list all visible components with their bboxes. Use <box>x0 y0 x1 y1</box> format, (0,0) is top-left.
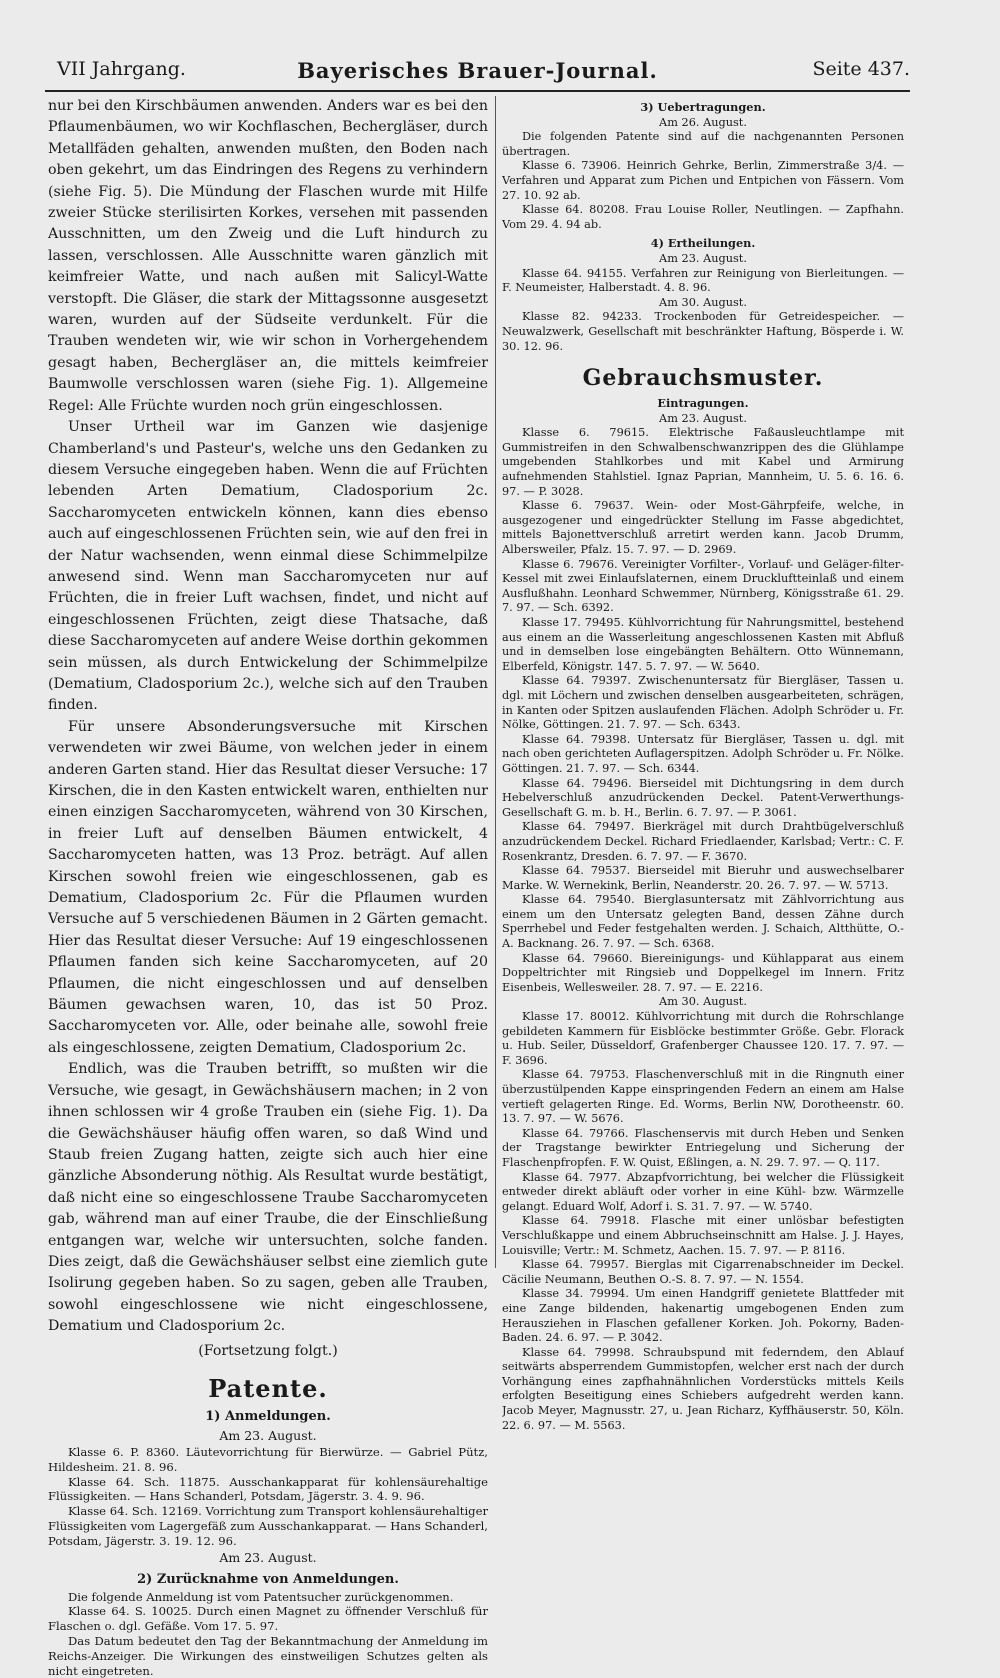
journal-title: Bayerisches Brauer-Journal. <box>297 58 658 83</box>
left-column <box>48 96 488 1678</box>
utility-entry: Klasse 64. 79957. Bierglas mit Cigarrenabschneider im Deckel. Cäcilie Neumann, Beuthen O.-S. 8. 7. 97. — N. 1554. <box>502 1258 904 1286</box>
page-header <box>45 58 910 88</box>
utility-entry: Klasse 64. 79540. Bierglasuntersatz mit Zählvorrichtung aus einem um den Untersatz gelegten Band, dessen Zähne durch Sperrhebel und Feder festgehalten werden. J. Schaich, Altthütte, O.-A. Backnang. 26. 7. 97. — Sch. 6368. <box>502 893 904 951</box>
patent-entry: Die folgende Anmeldung ist vom Patentsucher zurückgenommen. <box>68 1589 454 1604</box>
entry-list <box>48 1445 488 1549</box>
article-paragraph: nur bei den Kirschbäumen anwenden. Anders war es bei den Pflaumenbäumen, wo wir Kochflaschen, Bechergläser, durch Metallfäden gehalten, anwenden mußten, den Boden nach oben gekehrt, um das Eindringen des Regens zu verhindern (siehe Fig. 5). Die Mündung der Flaschen wurde mit Hilfe zweier Stücke sterilisirten Korkes, versehen mit passenden Ausschnitten, um den Zweig und die Luft hindurch zu lassen, verschlossen. Alle Ausschnitte waren gänzlich mit keimfreier Watte, und nach außen mit Salicyl-Watte verstopft. Die Gläser, die stark der Mittagssonne ausgesetzt waren, wurden auf der Südseite verdunkelt. Für die Trauben wendeten wir, wie wir schon in Vorhergehendem gesagt haben, Bechergläser an, die mittels keimfreier Baumwolle verschlossen waren (siehe Fig. 1). Allgemeine Regel: Alle Früchte wurden noch grün eingeschlossen. <box>48 98 488 414</box>
section-title: 4) Ertheilungen. <box>650 236 756 251</box>
patent-entry: Klasse 64. Sch. 12169. Vorrichtung zum Transport kohlensäurehaltiger Flüssigkeiten vom Lagergefäß zum Ausschankapparat. — Hans Schanderl, Potsdam, Jägerstr. 3. 19. 12. 96. <box>48 1504 488 1548</box>
section-date: Am 23. August. <box>219 1549 317 1565</box>
patents-heading: Patente. <box>208 1373 328 1403</box>
continuation-note: (Fortsetzung folgt.) <box>198 1342 338 1359</box>
section-title: 1) Anmeldungen. <box>205 1408 331 1424</box>
utility-entry: Klasse 17. 79495. Kühlvorrichtung für Nahrungsmittel, bestehend aus einem an die Wasserleitung angeschlossenen Kasten mit Abfluß und in demselben lose eingebängten Behältern. Otto Wünnemann, Elberfeld, Königstr. 147. 5. 7. 97. — W. 5640. <box>502 616 904 673</box>
section-date: Am 30. August. <box>659 295 747 309</box>
utility-entry: Klasse 64. 79766. Flaschenservis mit durch Heben und Senken der Tragstange bewirkter Entriegelung und Sicherung der Flaschenpfropfen. F. W. Quist, Eßlingen, a. N. 29. 7. 97. — Q. 117. <box>502 1126 904 1169</box>
article-paragraph: Für unsere Absonderungsversuche mit Kirschen verwendeten wir zwei Bäume, von welchen jeder in einem anderen Garten stand. Hier das Resultat dieser Versuche: 17 Kirschen, die in den Kasten entwickelt waren, enthielten nur einen einzigen Saccharomyceten, während von 30 Kirschen, in freier Luft auf denselben Bäumen entwickelt, 4 Saccharomyceten hatten, was 13 Proz. beträgt. Auf allen Kirschen sowohl freien wie eingeschlossenen, gab es Dematium, Cladosporium 2c. Für die Pflaumen wurden Versuche auf 5 verschiedenen Bäumen in 2 Gärten gemacht. Hier das Resultat dieser Versuche: Auf 19 eingeschlossenen Pflaumen fanden sich keine Saccharomyceten, auf 20 Pflaumen, die nicht eingeschlossen und auf denselben Bäumen gewachsen waren, 10, das ist 50 Proz. Saccharomyceten vor. Alle, oder beinahe alle, sowohl freie als eingeschlossene, zeigten Dematium, Cladosporium 2c. <box>48 718 488 1056</box>
utility-entry: Klasse 64. 7977. Abzapfvorrichtung, bei welcher die Flüssigkeit entweder direkt abläuft oder vorher in eine Kühl- bzw. Wärmzelle gelangt. Eduard Wolf, Adorf i. S. 31. 7. 97. — W. 5740. <box>502 1170 904 1213</box>
utility-entry: Klasse 64. 79998. Schraubspund mit federndem, den Ablauf seitwärts absperrendem Gummistopfen, welcher erst nach der durch Vorhängung eines zapfhahnähnlichen Vorderstücks mittels Keils erfolgten Beseitigung eines Schiebers aufgedreht werden kann. Jacob Meyer, Magnusstr. 27, u. Jean Richarz, Kyffhäuserstr. 50, Köln. 22. 6. 97. — M. 5563. <box>502 1345 904 1432</box>
right-column <box>502 96 904 1433</box>
entry-list <box>48 1590 488 1678</box>
section-date: Am 23. August. <box>219 1427 317 1443</box>
section-date: Am 30. August. <box>659 995 747 1009</box>
volume-label: VII Jahrgang. <box>57 58 186 80</box>
patent-entry: Klasse 64. Sch. 11875. Ausschankapparat für kohlensäurehaltige Flüssigkeiten. — Hans Schanderl, Potsdam, Jägerstr. 3. 4. 9. 96. <box>48 1474 488 1504</box>
utility-entry: Klasse 6. 79637. Wein- oder Most-Gährpfeife, welche, in ausgezogener und eingedrückter Stellung im Fasse abgedichtet, mittels Bajonettverschluß arretirt werden kann. Jacob Drumm, Albersweiler, Pfalz. 15. 7. 97. — D. 2969. <box>502 499 904 557</box>
utility-entry: Klasse 64. 79397. Zwischenuntersatz für Biergläser, Tassen u. dgl. mit Löchern und zwischen denselben ausgearbeiteten, schrägen, in Kanten oder Spitzen auslaufenden Flächen. Adolph Schröder u. Fr. Nölke, Göttingen. 21. 7. 97. — Sch. 6343. <box>502 674 904 732</box>
utility-entry: Klasse 17. 80012. Kühlvorrichtung mit durch die Rohrschlange gebildeten Kammern für Eisblöcke bestimmter Größe. Gebr. Florack u. Hub. Seiler, Düsseldorf, Grafenberger Chaussee 120. 17. 7. 97. — F. 3696. <box>502 1010 904 1067</box>
patent-entry: Das Datum bedeutet den Tag der Bekanntmachung der Anmeldung im Reichs-Anzeiger. Die Wirkungen des einstweiligen Schutzes gelten als nicht eingetreten. <box>48 1633 488 1678</box>
section-date: Am 23. August. <box>659 251 747 265</box>
article-paragraph: Endlich, was die Trauben betrifft, so mußten wir die Versuche, wie gesagt, in Gewächshäusern machen; in 2 von ihnen schlossen wir 4 große Trauben ein (siehe Fig. 1). Da die Gewächshäuser häufig offen waren, so daß Wind und Staub freien Zugang hatten, zeigte sich auch hier eine gänzliche Absonderung nöthig. Als Resultat wurde bestätigt, daß nicht eine so eingeschlossene Traube Saccharomyceten gab, während man auf einer Traube, die der Einschließung entgangen war, welche wir untersuchten, solche fanden. Dies zeigt, daß die Gewächshäuser selbst eine ziemlich gute Isolirung gegeben haben. So zu sagen, geben alle Trauben, sowohl eingeschlossene wie nicht eingeschlossene, Dematium und Cladosporium 2c. <box>48 1061 488 1335</box>
utility-entry: Klasse 6. 79676. Vereinigter Vorfilter-, Vorlauf- und Geläger-filter-Kessel mit zwei Einlaufslaternen, einem Druckluftteinlaß und einem Ausflußhahn. Leonhard Schwemmer, Nürnberg, Königsstraße 61. 29. 7. 97. — Sch. 6392. <box>502 557 904 615</box>
utility-entry: Klasse 64. 79497. Bierkrägel mit durch Drahtbügelverschluß anzudrückendem Deckel. Richard Friedlaender, Karlsbad; Vertr.: C. F. Rosenkrantz, Dresden. 6. 7. 97. — F. 3670. <box>502 820 904 863</box>
patent-entry: Klasse 6. P. 8360. Läutevorrichtung für Bierwürze. — Gabriel Pütz, Hildesheim. 21. 8. 96. <box>48 1444 488 1474</box>
gebrauchsmuster-heading: Gebrauchsmuster. <box>582 365 824 392</box>
utility-entry: Klasse 64. 79496. Bierseidel mit Dichtungsring in dem durch Hebelverschluß anzudrückenden Deckel. Patent-Verwerthungs-Gesellschaft G. m. b. H., Berlin. 6. 7. 97. — P. 3061. <box>502 776 904 819</box>
section-title: 3) Uebertragungen. <box>640 100 766 114</box>
patent-entry: Die folgenden Patente sind auf die nachgenannten Personen übertragen. <box>502 130 904 158</box>
utility-entry: Klasse 64. 79918. Flasche mit einer unlösbar befestigten Verschlußkappe und einem Abbruchseinschnitt am Halse. J. J. Hayes, Louisville; Vertr.: M. Schmetz, Aachen. 15. 7. 97. — P. 8116. <box>502 1214 904 1257</box>
utility-entry: Klasse 64. 79537. Bierseidel mit Bieruhr und auswechselbarer Marke. W. Wernekink, Berlin, Neanderstr. 20. 26. 7. 97. — W. 5713. <box>502 864 904 892</box>
patent-entry: Klasse 6. 73906. Heinrich Gehrke, Berlin, Zimmerstraße 3/4. — Verfahren und Apparat zum Pichen und Entpichen von Fässern. Vom 27. 10. 92 ab. <box>502 159 904 202</box>
utility-entry: Klasse 6. 79615. Elektrische Faßausleuchtlampe mit Gummistreifen in den Schwalbenschwanzrippen des die Glühlampe umgebenden Stahlkorbes und mit Kabel und Armirung aufnehmenden Stahlstiel. Ignaz Paprian, Mannheim, U. 5. 6. 16. 6. 97. — P. 3028. <box>502 426 904 498</box>
patent-entry: Klasse 64. 94155. Verfahren zur Reinigung von Bierleitungen. — F. Neumeister, Halberstadt. 4. 8. 96. <box>502 266 904 295</box>
header-rule <box>45 90 910 92</box>
article-paragraph: Unser Urtheil war im Ganzen wie dasjenige Chamberland's und Pasteur's, welche uns den Gedanken zu diesem Versuche eingegeben haben. Wenn die auf Früchten lebenden Arten Dematium, Cladosporium 2c. Saccharomyceten entwickeln können, kann dies ebenso auch auf eingeschlossenen Früchten sein, wie auf den frei in der Natur wachsenden, wenn einmal diese Schimmelpilze anwesend sind. Wenn man Saccharomyceten nur auf Früchten, die in freier Luft wachsen, findet, und nicht auf eingeschlossenen Früchten, zeigt diese Thatsache, daß diese Saccharomyceten auf andere Weise dorthin gekommen sein müssen, als durch Entwickelung der Schimmelpilze (Dematium, Cladosporium 2c.), welche sich auf den Trauben finden. <box>48 419 488 714</box>
patent-entry: Klasse 64. 80208. Frau Louise Roller, Neutlingen. — Zapfhahn. Vom 29. 4. 94 ab. <box>502 203 904 231</box>
utility-entry: Klasse 34. 79994. Um einen Handgriff genietete Blattfeder mit eine Zange bildenden, hakenartig umgebogenen Enden zum Herausziehen in Flaschen gefallener Korken. Joh. Pokorny, Baden-Baden. 24. 6. 97. — P. 3042. <box>502 1287 904 1345</box>
section-date: Am 26. August. <box>659 115 747 129</box>
column-divider <box>495 96 496 1268</box>
patent-entry: Klasse 82. 94233. Trockenboden für Getreidespeicher. — Neuwalzwerk, Gesellschaft mit beschränkter Haftung, Bösperde i. W. 30. 12. 96. <box>502 310 904 353</box>
section-date: Am 23. August. <box>659 411 747 425</box>
utility-entry: Klasse 64. 79660. Biereinigungs- und Kühlapparat aus einem Doppeltrichter mit Ringsieb und Doppelkegel im Innern. Fritz Eisenbeis, Wellesweiler. 28. 7. 97. — E. 2216. <box>502 951 904 994</box>
utility-entry: Klasse 64. 79753. Flaschenverschluß mit in die Ringnuth einer überzustülpenden Kappe einspringenden Federn an einem am Halse vertieft gelagerten Ringe. Ed. Worms, Berlin NW, Dorotheenstr. 60. 13. 7. 97. — W. 5676. <box>502 1068 904 1126</box>
utility-entry: Klasse 64. 79398. Untersatz für Biergläser, Tassen u. dgl. mit nach oben gerichteten Auflagerspitzen. Adolph Schröder u. Fr. Nölke. Göttingen. 21. 7. 97. — Sch. 6344. <box>502 732 904 775</box>
section-title: 2) Zurücknahme von Anmeldungen. <box>137 1571 399 1587</box>
patent-entry: Klasse 64. S. 10025. Durch einen Magnet zu öffnender Verschluß für Flaschen o. dgl. Gefäße. Vom 17. 5. 97. <box>48 1604 488 1634</box>
page-number: Seite 437. <box>812 58 910 80</box>
section-title: Eintragungen. <box>657 396 749 411</box>
